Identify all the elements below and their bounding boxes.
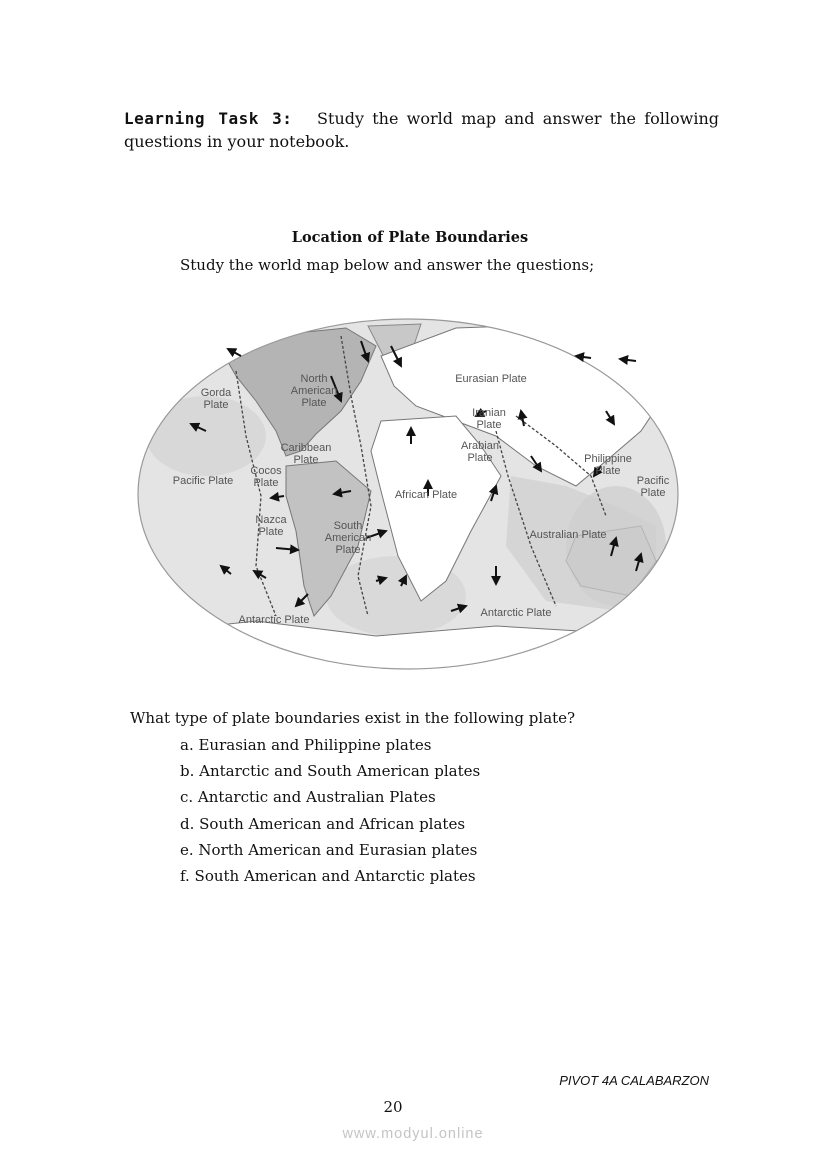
plate-label-arabian: Arabian Plate [461, 440, 499, 464]
plate-label-nazca: Nazca Plate [255, 514, 287, 538]
list-item: a. Eurasian and Philippine plates [180, 736, 432, 754]
plate-label-pacific-right: Pacific Plate [636, 475, 670, 499]
plate-label-antarctic-left: Antarctic Plate [238, 614, 310, 626]
list-item: c. Antarctic and Australian Plates [180, 788, 436, 807]
plate-label-caribbean: Caribbean Plate [280, 442, 332, 466]
list-item: f. South American and Antarctic plates [180, 866, 476, 885]
question-prompt: What type of plate boundaries exist in the following plate? [130, 709, 576, 727]
list-item: d. South American and African plates [180, 814, 466, 833]
plate-label-north-american: North American Plate [290, 373, 338, 409]
plate-label-iranian: Iranian Plate [472, 407, 506, 431]
plate-label-eurasian: Eurasian Plate [455, 373, 527, 385]
list-item: b. Antarctic and South American plates [180, 762, 481, 781]
plate-label-african: African Plate [394, 489, 458, 501]
footer-brand: PIVOT 4A CALABARZON [559, 1073, 709, 1088]
plate-label-south-american: South American Plate [324, 520, 372, 556]
plate-label-philippine: Philippine Plate [584, 453, 632, 477]
watermark: www.modyul.online [342, 1126, 484, 1142]
world-plate-map [136, 316, 680, 672]
plate-label-pacific-left: Pacific Plate [172, 475, 234, 487]
plate-label-gorda: Gorda Plate [200, 387, 232, 411]
learning-task-instructions [124, 107, 719, 153]
plate-label-australian: Australian Plate [529, 529, 607, 541]
task-text: Study the world map and answer the following questions in your notebook. [124, 109, 719, 151]
plate-label-antarctic-right: Antarctic Plate [480, 607, 552, 619]
plate-label-cocos: Cocos Plate [250, 465, 282, 489]
figure-instruction: Study the world map below and answer the questions; [180, 256, 595, 274]
question-options-list [180, 735, 480, 892]
list-item: e. North American and Eurasian plates [180, 840, 478, 859]
page-number: 20 [383, 1098, 403, 1116]
figure-title: Location of Plate Boundaries [291, 229, 529, 246]
task-label: Learning Task 3: [124, 109, 293, 128]
